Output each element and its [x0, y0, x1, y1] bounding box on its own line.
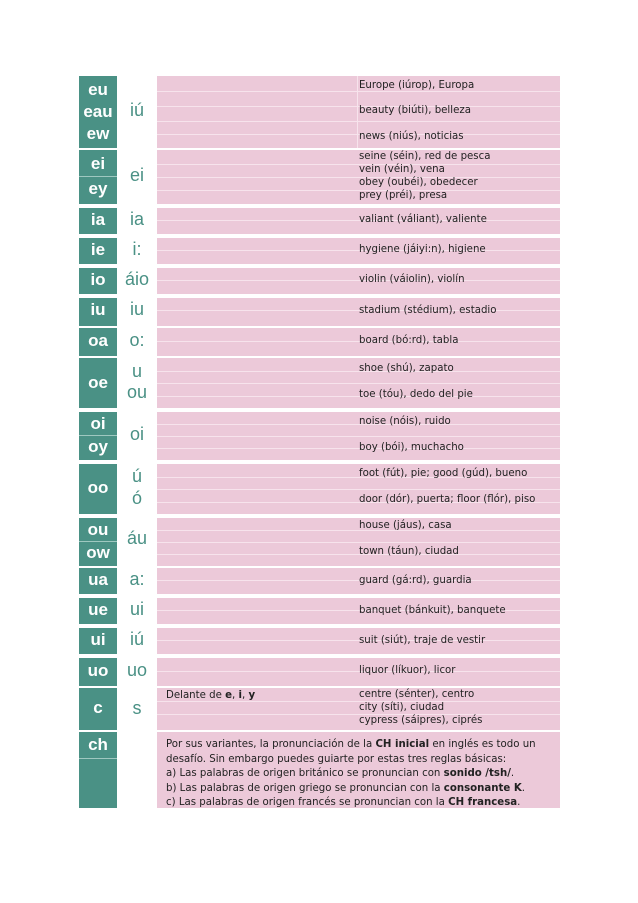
pronunciation: áu — [126, 528, 148, 548]
example-word: hygiene (jáiyi:n), higiene — [359, 244, 486, 255]
letter-cell — [79, 656, 117, 686]
pronunciation: ei — [129, 165, 144, 185]
letter-combination: ch — [88, 735, 108, 754]
pronunciation: iu — [129, 299, 144, 319]
example-word: town (táun), ciudad — [359, 546, 459, 557]
letter-combination: ou — [87, 520, 109, 539]
example-word: toe (tóu), dedo del pie — [359, 389, 473, 400]
example-word: cypress (sáipres), ciprés — [359, 715, 483, 726]
letter-combination: oy — [79, 435, 117, 462]
letter-combination: oo — [87, 478, 109, 497]
pronunciation: i: — [132, 239, 142, 259]
letter-cell — [79, 410, 117, 460]
letter-cell — [79, 326, 117, 356]
letter-combination: uo — [87, 661, 109, 680]
example-word: vein (véin), vena — [359, 164, 445, 175]
letter-combination: ua — [88, 570, 108, 589]
example-word: seine (séin), red de pesca — [359, 151, 491, 162]
letter-combination: ue — [88, 600, 108, 619]
example-word: suit (siút), traje de vestir — [359, 635, 486, 646]
example-word: stadium (stédium), estadio — [359, 305, 497, 316]
example-word: liquor (líkuor), licor — [359, 665, 456, 676]
pronunciation: ui — [129, 599, 144, 619]
letter-combination: iu — [90, 300, 106, 319]
example-word: house (jáus), casa — [359, 520, 452, 531]
example-word: guard (gá:rd), guardia — [359, 575, 472, 586]
letter-cell — [79, 686, 117, 730]
letter-cell — [79, 236, 117, 264]
letter-combination: oe — [88, 373, 108, 392]
example-word: noise (nóis), ruido — [359, 416, 451, 427]
letter-combination: ei — [90, 154, 106, 173]
pronunciation: uo — [126, 660, 148, 680]
example-word: valiant (váliant), valiente — [359, 214, 487, 225]
letter-combination: oi — [90, 414, 106, 433]
letter-combination: c — [93, 698, 103, 717]
pronunciation: s — [132, 698, 142, 718]
letter-cell — [79, 296, 117, 326]
example-word: foot (fút), pie; good (gúd), bueno — [359, 468, 528, 479]
letter-cell — [79, 730, 117, 808]
letter-cell — [79, 626, 117, 654]
pronunciation: oi — [129, 424, 144, 444]
letter-combination: ie — [90, 240, 106, 259]
pronunciation: u — [131, 361, 142, 381]
letter-cell — [79, 148, 117, 204]
letter-cell — [79, 566, 117, 594]
letter-cell — [79, 74, 117, 148]
example-word: door (dór), puerta; floor (flór), piso — [359, 494, 536, 505]
note-cell — [157, 730, 560, 808]
pronunciation: ou — [126, 382, 148, 402]
letter-cell — [79, 356, 117, 408]
pronunciation: iú — [129, 100, 144, 120]
example-word: prey (préi), presa — [359, 190, 448, 201]
letter-combination: ia — [90, 210, 106, 229]
letter-combination: eau — [83, 102, 113, 121]
letter-cell — [79, 206, 117, 234]
pronunciation: áio — [124, 269, 150, 289]
ch-note: Por sus variantes, la pronunciación de la CH inicial en inglés es todo un desafío. Sin embargo puedes guiarte por estas tres reglas básicas: a) Las palabras de origen británico se pronuncian con sonido /tsh/. b) Las palabras de origen griego se pronuncian con la consonante K. c) Las palabras de origen francés se pronuncian con la CH francesa. — [166, 739, 536, 808]
letter-combination: ey — [79, 176, 117, 205]
example-word: centre (sénter), centro — [359, 689, 475, 700]
example-word: boy (bói), muchacho — [359, 442, 464, 453]
example-word: city (síti), ciudad — [359, 702, 445, 713]
example-word: banquet (bánkuit), banquete — [359, 605, 506, 616]
pronunciation: iú — [129, 629, 144, 649]
letter-cell — [79, 596, 117, 624]
condition-text: Delante de e, i, y — [166, 690, 256, 701]
example-word: Europe (iúrop), Europa — [359, 80, 475, 91]
letter-combination: ew — [86, 124, 110, 143]
example-word: board (bó:rd), tabla — [359, 335, 459, 346]
letter-combination: oa — [88, 331, 108, 350]
example-word: news (niús), noticias — [359, 131, 464, 142]
letter-combination: ow — [79, 541, 117, 568]
letter-cell — [79, 462, 117, 514]
letter-cell — [79, 266, 117, 294]
pronunciation: ó — [131, 488, 142, 508]
pronunciation: ia — [129, 209, 144, 229]
letter-combination: io — [90, 270, 106, 289]
pronunciation: a: — [129, 569, 145, 589]
example-word: beauty (biúti), belleza — [359, 105, 471, 116]
example-word: violin (váiolin), violín — [359, 274, 465, 285]
letter-cell — [79, 516, 117, 566]
pronunciation: ú — [131, 466, 142, 486]
example-word: obey (oubéi), obedecer — [359, 177, 478, 188]
letter-combination: eu — [88, 80, 108, 99]
letter-combination: ui — [90, 630, 106, 649]
example-word: shoe (shú), zapato — [359, 363, 454, 374]
pronunciation: o: — [129, 330, 145, 350]
